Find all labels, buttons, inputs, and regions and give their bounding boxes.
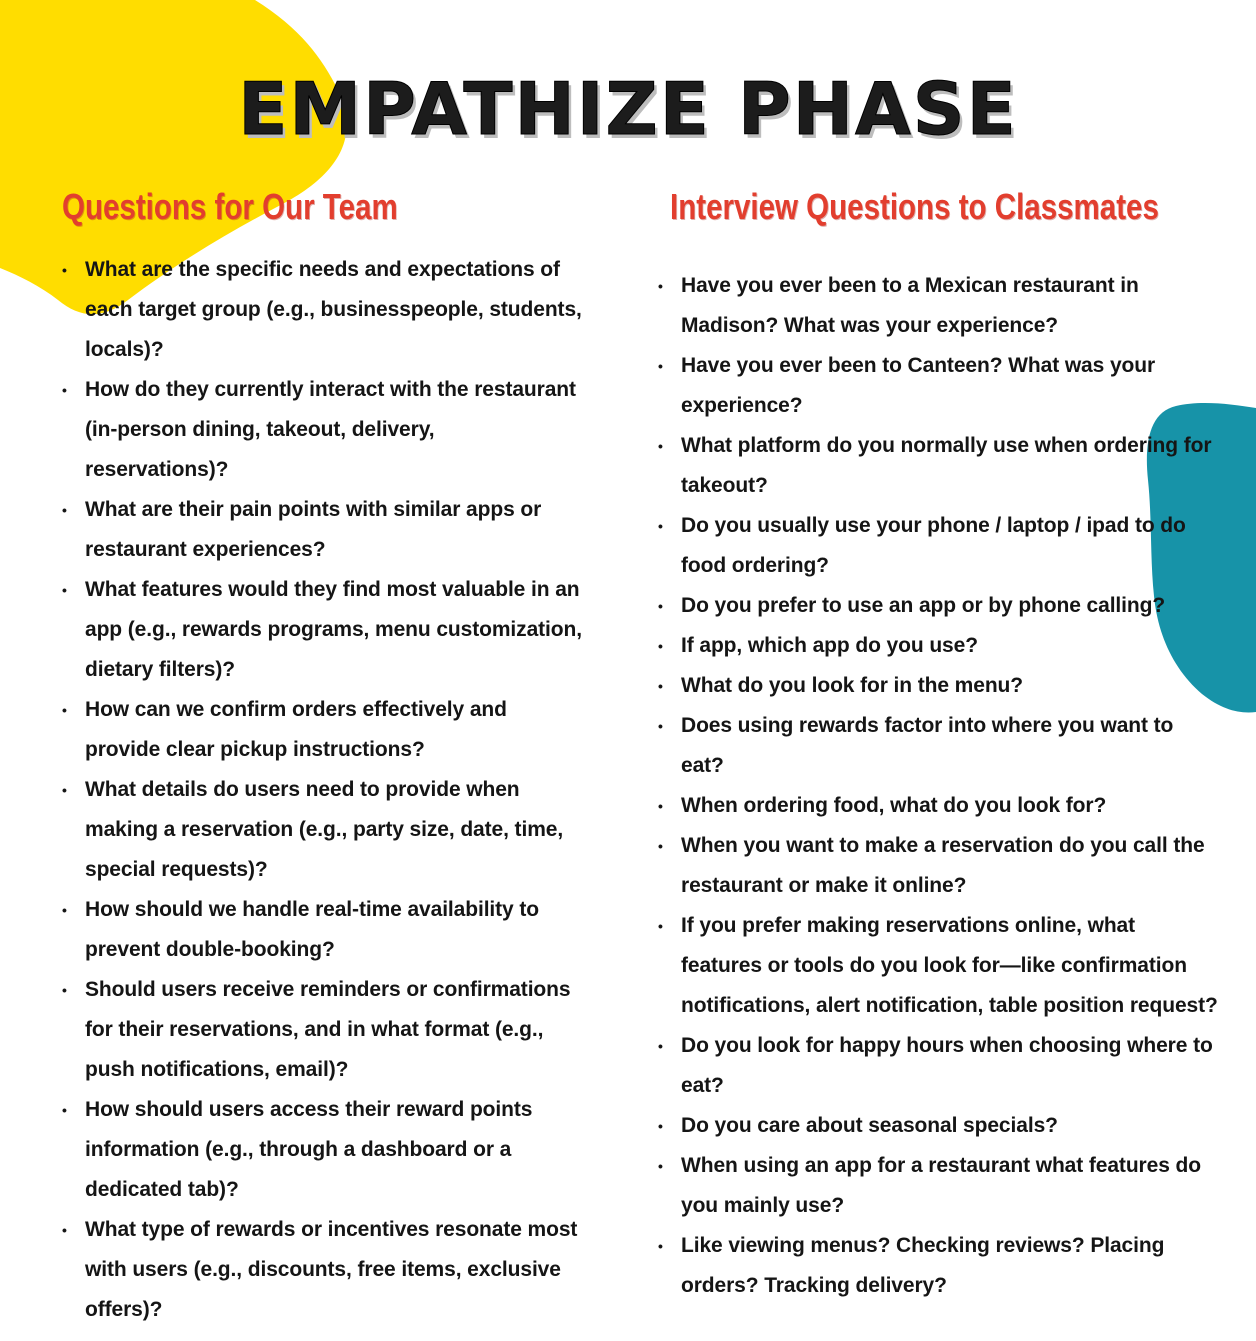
team-question-item: • How do they currently interact with the restaurant (in-person dining, takeout, delivery, reservations)? [62, 370, 582, 490]
team-question-item: • What are their pain points with similar apps or restaurant experiences? [62, 490, 582, 570]
classmate-question-item: • Have you ever been to a Mexican restaurant in Madison? What was your experience? [658, 266, 1218, 346]
classmate-question-item: • If you prefer making reservations online, what features or tools do you look for—like confirmation notifications, alert notification, table position request? [658, 906, 1218, 1026]
team-question-item: • What features would they find most valuable in an app (e.g., rewards programs, menu customization, dietary filters)? [62, 570, 582, 690]
classmate-question-item: • What platform do you normally use when ordering for takeout? [658, 426, 1218, 506]
classmate-question-item: • What do you look for in the menu? [658, 666, 1218, 706]
classmate-question-item: • Do you usually use your phone / laptop / ipad to do food ordering? [658, 506, 1218, 586]
classmate-question-item: • Does using rewards factor into where you want to eat? [658, 706, 1218, 786]
classmate-questions-list [658, 266, 1218, 1306]
classmate-question-item: • Do you prefer to use an app or by phone calling? [658, 586, 1218, 626]
team-questions-section [62, 184, 582, 1330]
classmate-interview-section [658, 184, 1218, 1306]
team-questions-heading: Questions for Our Team [62, 186, 398, 227]
team-question-item: • What type of rewards or incentives resonate most with users (e.g., discounts, free items, exclusive offers)? [62, 1210, 582, 1330]
classmate-question-item: • Do you look for happy hours when choosing where to eat? [658, 1026, 1218, 1106]
classmate-question-item: • Like viewing menus? Checking reviews? Placing orders? Tracking delivery? [658, 1226, 1218, 1306]
classmate-question-item: • When you want to make a reservation do you call the restaurant or make it online? [658, 826, 1218, 906]
team-question-item: • How can we confirm orders effectively and provide clear pickup instructions? [62, 690, 582, 770]
classmate-question-item: • If app, which app do you use? [658, 626, 1218, 666]
classmate-question-item: • When ordering food, what do you look for? [658, 786, 1218, 826]
classmate-question-item: • When using an app for a restaurant what features do you mainly use? [658, 1146, 1218, 1226]
team-question-item: • What details do users need to provide when making a reservation (e.g., party size, date, time, special requests)? [62, 770, 582, 890]
classmate-question-item: • Do you care about seasonal specials? [658, 1106, 1218, 1146]
team-question-item: • What are the specific needs and expectations of each target group (e.g., businesspeople, students, locals)? [62, 250, 582, 370]
team-question-item: • How should users access their reward points information (e.g., through a dashboard or a dedicated tab)? [62, 1090, 582, 1210]
classmate-interview-heading: Interview Questions to Classmates [670, 186, 1159, 227]
classmate-question-item: • Have you ever been to Canteen? What was your experience? [658, 346, 1218, 426]
page-title: EMPATHIZE PHASE [238, 67, 1018, 151]
team-questions-list [62, 250, 582, 1330]
team-question-item: • How should we handle real-time availability to prevent double-booking? [62, 890, 582, 970]
team-question-item: • Should users receive reminders or confirmations for their reservations, and in what format (e.g., push notifications, email)? [62, 970, 582, 1090]
